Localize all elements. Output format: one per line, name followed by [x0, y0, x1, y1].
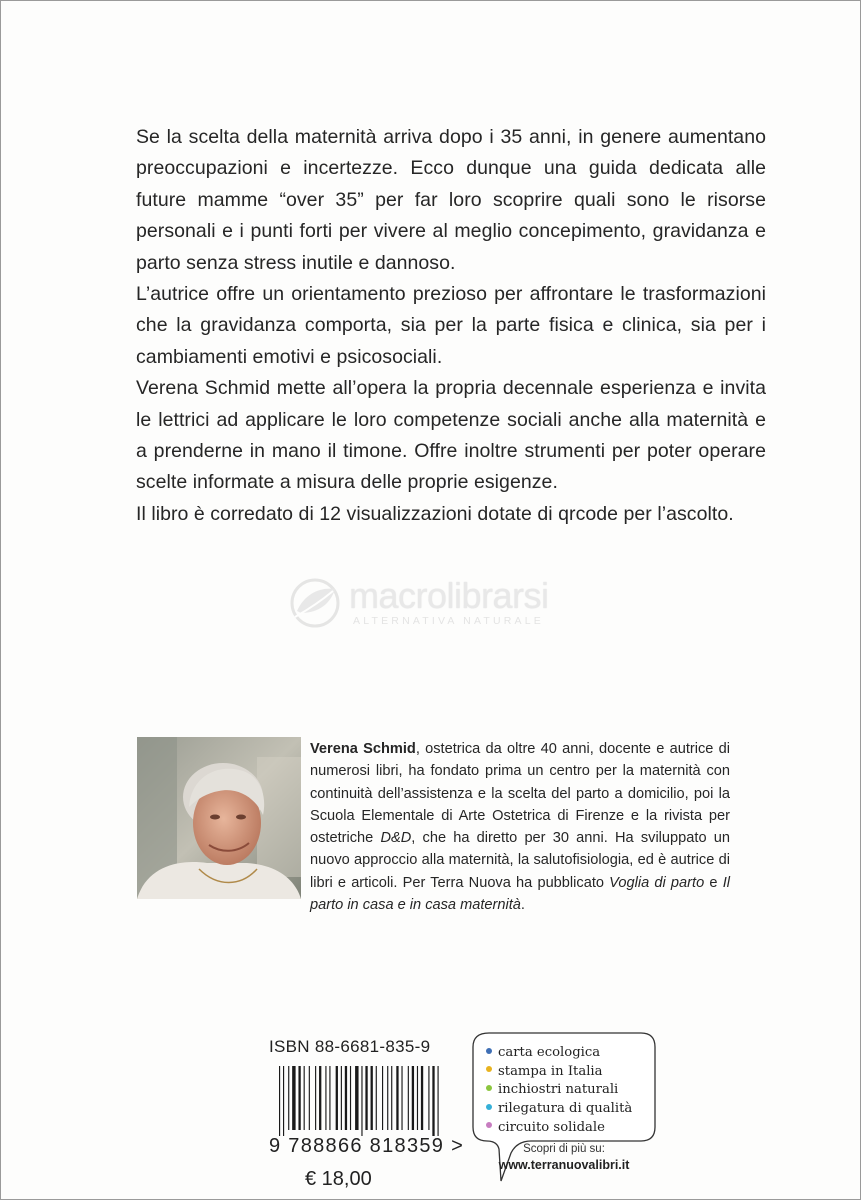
bullet-dot-icon [486, 1085, 492, 1091]
watermark-tagline: ALTERNATIVA NATURALE [353, 615, 544, 627]
isbn-label: ISBN 88-6681-835-9 [269, 1037, 431, 1056]
isbn-block [269, 1037, 469, 1190]
bullet-dot-icon [486, 1066, 492, 1072]
bio-text: e [704, 874, 723, 891]
eco-item-label: inchiostri naturali [498, 1082, 619, 1098]
author-photo [137, 737, 301, 899]
barcode-bar [376, 1066, 377, 1130]
website-link[interactable]: www.terranuovalibri.it [498, 1158, 630, 1172]
barcode-bar [336, 1066, 338, 1130]
barcode-bar [345, 1066, 347, 1130]
eco-item [486, 1100, 632, 1119]
blurb-paragraph: L’autrice offre un orientamento prezioso per affrontare le trasformazioni che la gravidanza comporta, sia per la parte fisica e clinica, sia per i cambiamenti emotivi e psicosociali. [136, 283, 766, 368]
price: € 18,00 [305, 1168, 372, 1190]
eco-item [486, 1063, 632, 1082]
blurb-text [136, 122, 766, 530]
watermark [287, 573, 587, 633]
barcode-number: 9 788866 818359 > [269, 1135, 465, 1157]
bio-text: , che ha diretto per 30 anni. Ha sviluppato un nuovo approccio alla maternità, la salutofisiologia, ed è autrice di libri e articoli. Per Terra Nuova ha pubblicato [310, 830, 730, 891]
barcode-bar [319, 1066, 321, 1130]
barcode-bar [283, 1066, 284, 1136]
blurb-paragraph: Il libro è corredato di 12 visualizzazioni dotate di qrcode per l’ascolto. [136, 502, 734, 525]
barcode-bar [421, 1066, 423, 1130]
barcode-bar [329, 1066, 330, 1130]
barcode-bar [288, 1066, 289, 1130]
barcode-bar [298, 1066, 300, 1130]
blurb-paragraph: Se la scelta della maternità arriva dopo i 35 anni, in genere aumentano preoccupazioni e incertezze. Ecco dunque una guida dedicata alle future mamme “over 35” per far loro scoprire quali sono le risorse personali e i punti forti per vivere al meglio concepimento, gravidanza e parto senza stress inutile e dannoso. [136, 126, 766, 274]
eco-list [486, 1044, 632, 1138]
barcode-bar [371, 1066, 373, 1130]
barcode-bar [304, 1066, 305, 1130]
eco-item [486, 1081, 632, 1100]
book-title: Voglia di parto [609, 874, 705, 891]
eco-item-label: rilegatura di qualità [498, 1101, 633, 1117]
barcode-bar [365, 1066, 367, 1130]
barcode-bar [396, 1066, 398, 1130]
barcode-bar [391, 1066, 392, 1130]
eco-item-label: circuito solidale [498, 1119, 605, 1135]
magazine-title: D&D [380, 830, 412, 847]
barcode-bar [309, 1066, 310, 1130]
barcode-bar [412, 1066, 414, 1130]
bullet-dot-icon [486, 1122, 492, 1128]
barcode-bar [432, 1066, 434, 1136]
barcode-bar [325, 1066, 326, 1130]
bio-text: . [520, 897, 525, 914]
more-info-label: Scopri di più su: [523, 1143, 605, 1155]
barcode-bar [279, 1066, 280, 1136]
barcode-bar [408, 1066, 409, 1130]
barcode-bar [387, 1066, 388, 1130]
barcode-bar [438, 1066, 439, 1136]
bio-text: , ostetrica da oltre 40 anni, docente e autrice di numerosi libri, ha fondato prima un centro per la maternità con continuità dell’assistenza e la scelta del parto a domicilio, poi la Scuola Elementale di Arte Ostetrica di Firenze e la rivista per ostetriche [310, 741, 730, 847]
barcode-bar [355, 1066, 358, 1130]
barcode-bar [401, 1066, 402, 1130]
barcode-bar [341, 1066, 342, 1130]
eco-box [471, 1031, 657, 1191]
barcode-bar [417, 1066, 418, 1130]
leaf-logo-icon [287, 577, 343, 629]
barcode-bar [361, 1066, 362, 1136]
blurb-paragraph: Verena Schmid mette all’opera la propria decennale esperienza e invita le lettrici ad applicare le loro competenze sociali anche alla maternità e a prenderne in mano il timone. Offre inoltre strumenti per poter operare scelte informate a misura delle proprie esigenze. [136, 377, 766, 494]
barcode-bar [292, 1066, 295, 1130]
eco-item-label: stampa in Italia [498, 1063, 603, 1079]
barcode-bar [350, 1066, 351, 1130]
bullet-dot-icon [486, 1048, 492, 1054]
barcode [277, 1066, 447, 1136]
barcode-bar [428, 1066, 429, 1130]
barcode-bar [315, 1066, 316, 1130]
author-name: Verena Schmid [310, 741, 416, 757]
eco-item-label: carta ecologica [498, 1045, 601, 1060]
watermark-name: macrolibrarsi [349, 575, 549, 616]
barcode-bar [382, 1066, 383, 1130]
author-bio [310, 738, 730, 916]
bullet-dot-icon [486, 1104, 492, 1110]
eco-item [486, 1119, 632, 1138]
book-title: Il parto in casa e in casa maternità [310, 874, 730, 914]
eco-item [486, 1044, 632, 1063]
